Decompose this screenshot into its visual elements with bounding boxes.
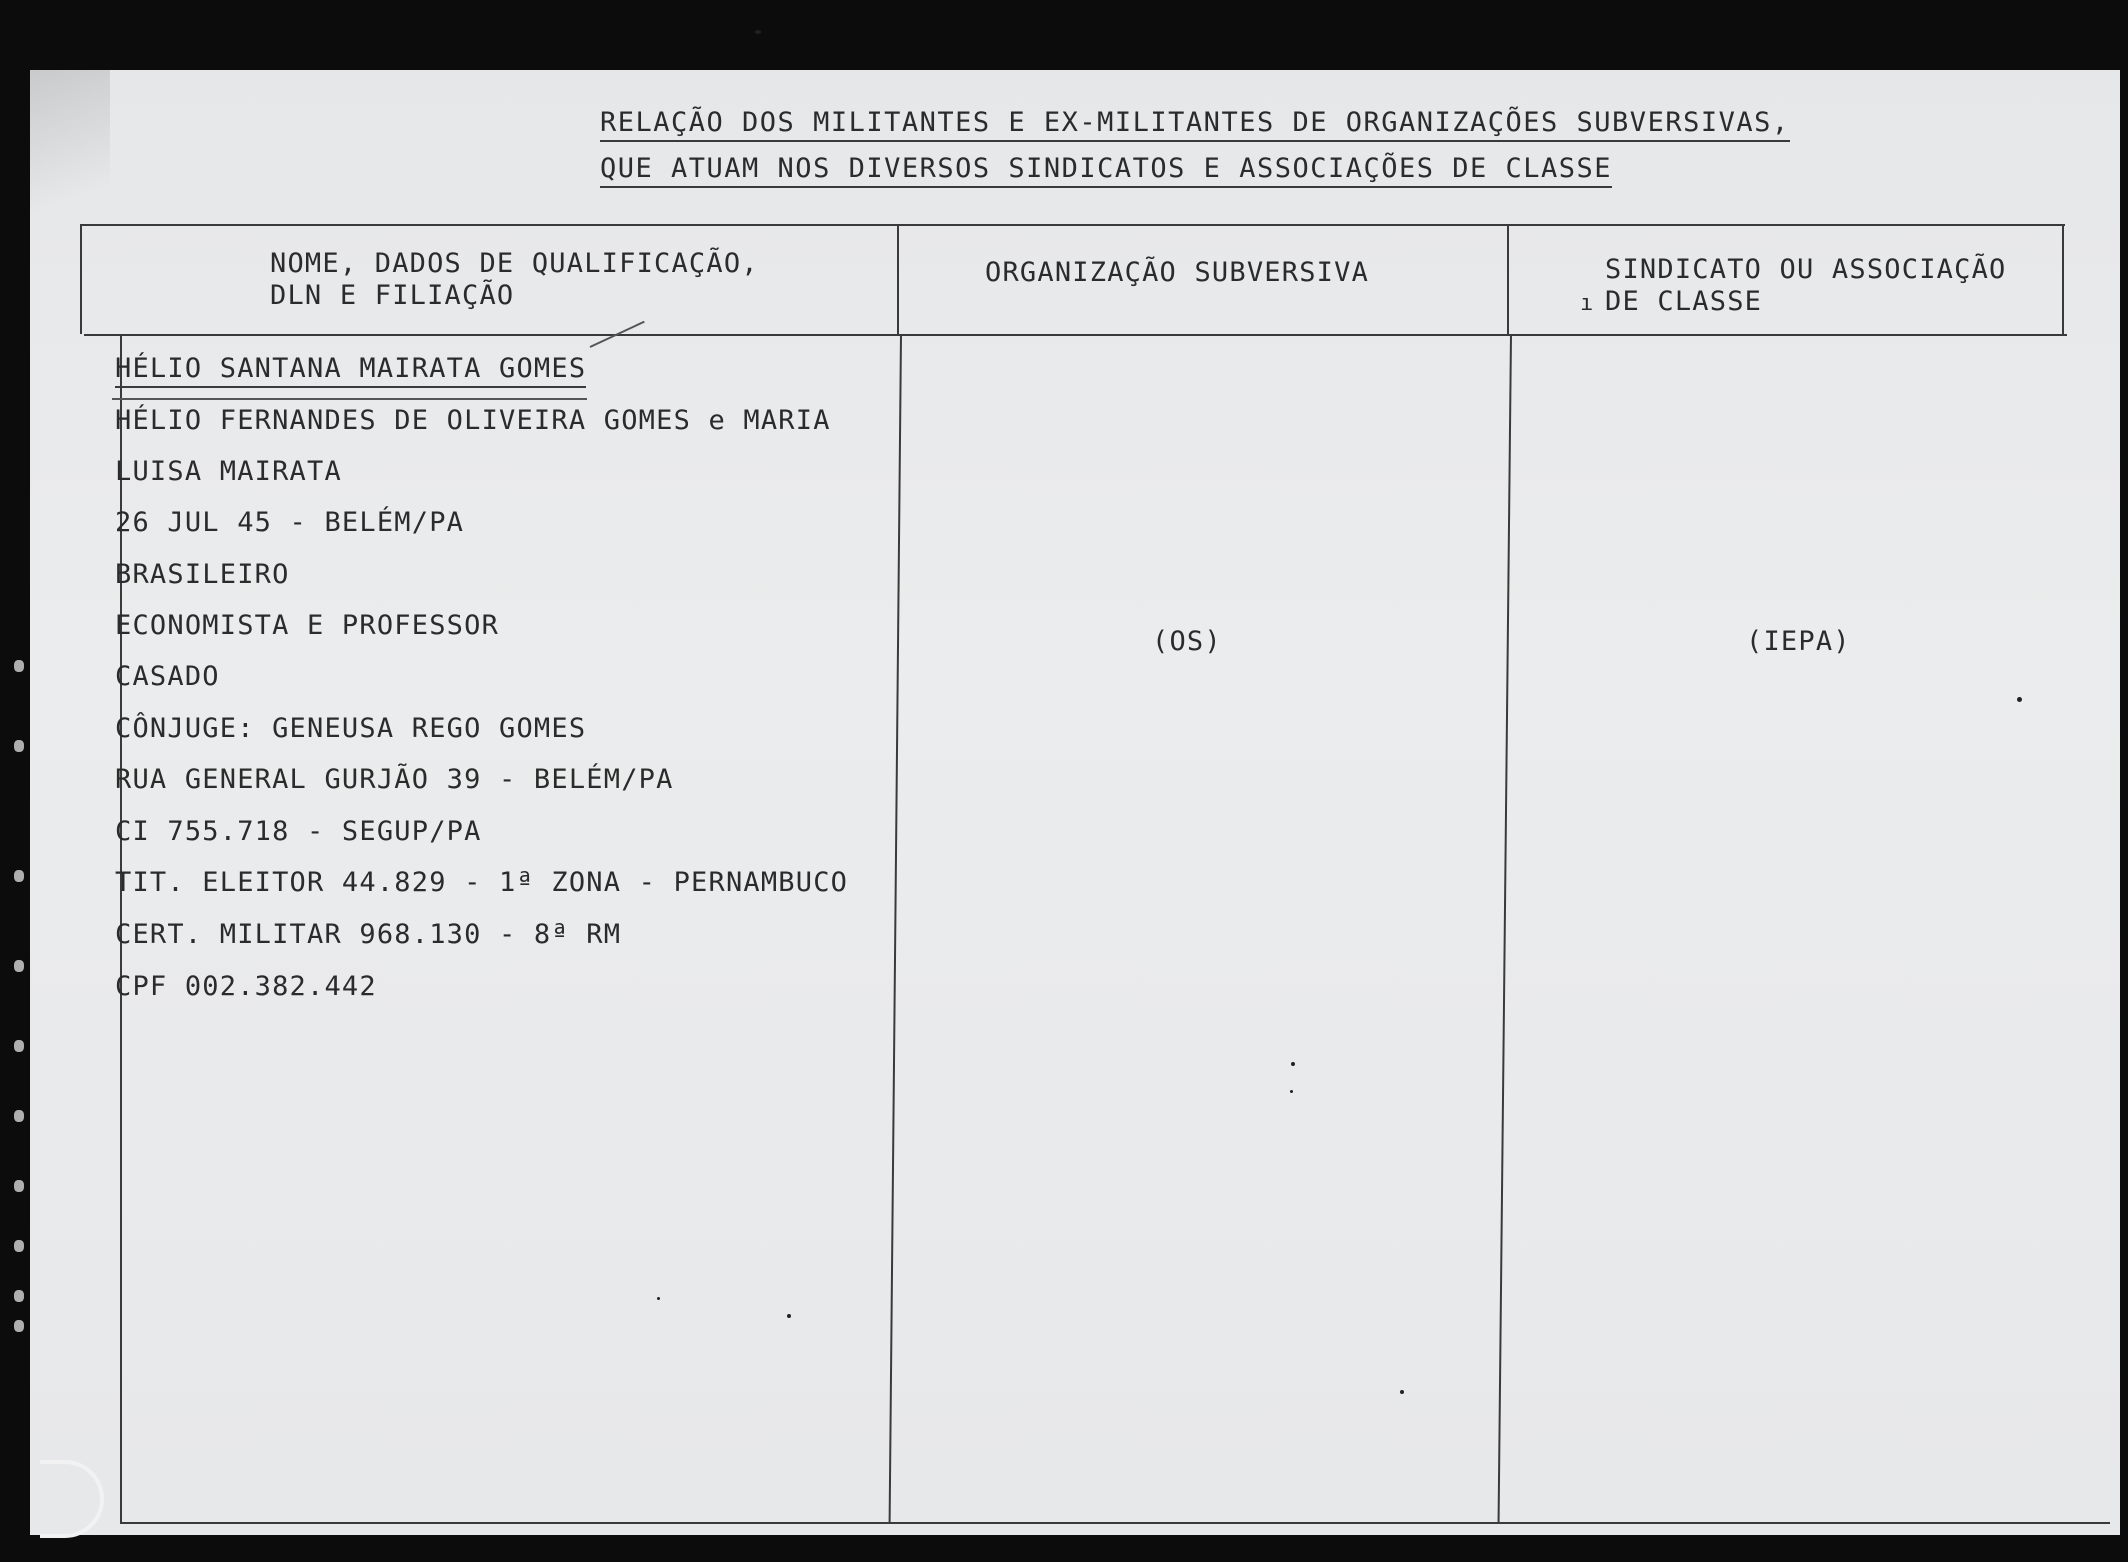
table-header-divider <box>84 334 2067 336</box>
entry-line: CASADO <box>115 661 220 692</box>
film-perforation <box>14 1040 24 1052</box>
dust-speck <box>1400 1390 1404 1394</box>
dust-speck <box>1291 1062 1295 1066</box>
film-perforation <box>14 1180 24 1192</box>
entry-line: CERT. MILITAR 968.130 - 8ª RM <box>115 919 622 950</box>
name-second-underline <box>112 398 587 400</box>
dust-speck <box>1290 1090 1293 1093</box>
column-header-qualification-line-2: DLN E FILIAÇÃO <box>270 280 515 311</box>
table-column-divider-2-header <box>1507 224 1509 334</box>
film-perforation <box>14 1110 24 1122</box>
entry-line: LUISA MAIRATA <box>115 456 342 487</box>
table-top-border <box>80 224 2065 226</box>
dust-speck <box>2017 697 2022 702</box>
film-perforation <box>14 1320 24 1332</box>
dust-speck <box>755 30 761 34</box>
entry-line: CPF 002.382.442 <box>115 971 377 1002</box>
entry-line: TIT. ELEITOR 44.829 - 1ª ZONA - PERNAMBUCO <box>115 867 849 898</box>
organization-value: (OS) <box>1152 626 1222 657</box>
column-header-association-line-2: DE CLASSE <box>1605 286 1763 317</box>
dust-speck <box>787 1314 791 1318</box>
column-header-association-line-1: SINDICATO OU ASSOCIAÇÃO <box>1605 254 2007 285</box>
table-bottom-border <box>120 1522 2110 1524</box>
column-header-qualification-line-1: NOME, DADOS DE QUALIFICAÇÃO, <box>270 248 759 279</box>
document-title-line-1: RELAÇÃO DOS MILITANTES E EX-MILITANTES DE ORGANIZAÇÕES SUBVERSIVAS, <box>600 106 1790 142</box>
entry-line: CÔNJUGE: GENEUSA REGO GOMES <box>115 713 587 744</box>
film-perforation <box>14 870 24 882</box>
column-header-organization: ORGANIZAÇÃO SUBVERSIVA <box>985 257 1370 288</box>
dust-speck <box>657 1297 660 1300</box>
film-perforation <box>14 1290 24 1302</box>
table-left-border-top <box>80 224 82 334</box>
association-value: (IEPA) <box>1746 626 1851 657</box>
entry-line: HÉLIO FERNANDES DE OLIVEIRA GOMES e MARIA <box>115 405 831 436</box>
entry-line: ECONOMISTA E PROFESSOR <box>115 610 500 641</box>
table-right-border-header <box>2062 224 2064 334</box>
film-perforation <box>14 960 24 972</box>
film-perforation <box>14 740 24 752</box>
film-perforation <box>14 1240 24 1252</box>
entry-line: 26 JUL 45 - BELÉM/PA <box>115 507 465 538</box>
table-column-divider-1-header <box>897 224 899 334</box>
film-perforation <box>14 660 24 672</box>
entry-line: RUA GENERAL GURJÃO 39 - BELÉM/PA <box>115 764 674 795</box>
entry-line: BRASILEIRO <box>115 559 290 590</box>
entry-name: HÉLIO SANTANA MAIRATA GOMES <box>115 352 586 388</box>
document-title-line-2: QUE ATUAM NOS DIVERSOS SINDICATOS E ASSOCIAÇÕES DE CLASSE <box>600 152 1612 188</box>
entry-line: CI 755.718 - SEGUP/PA <box>115 816 482 847</box>
column-header-association-mark: ı <box>1580 291 1595 316</box>
